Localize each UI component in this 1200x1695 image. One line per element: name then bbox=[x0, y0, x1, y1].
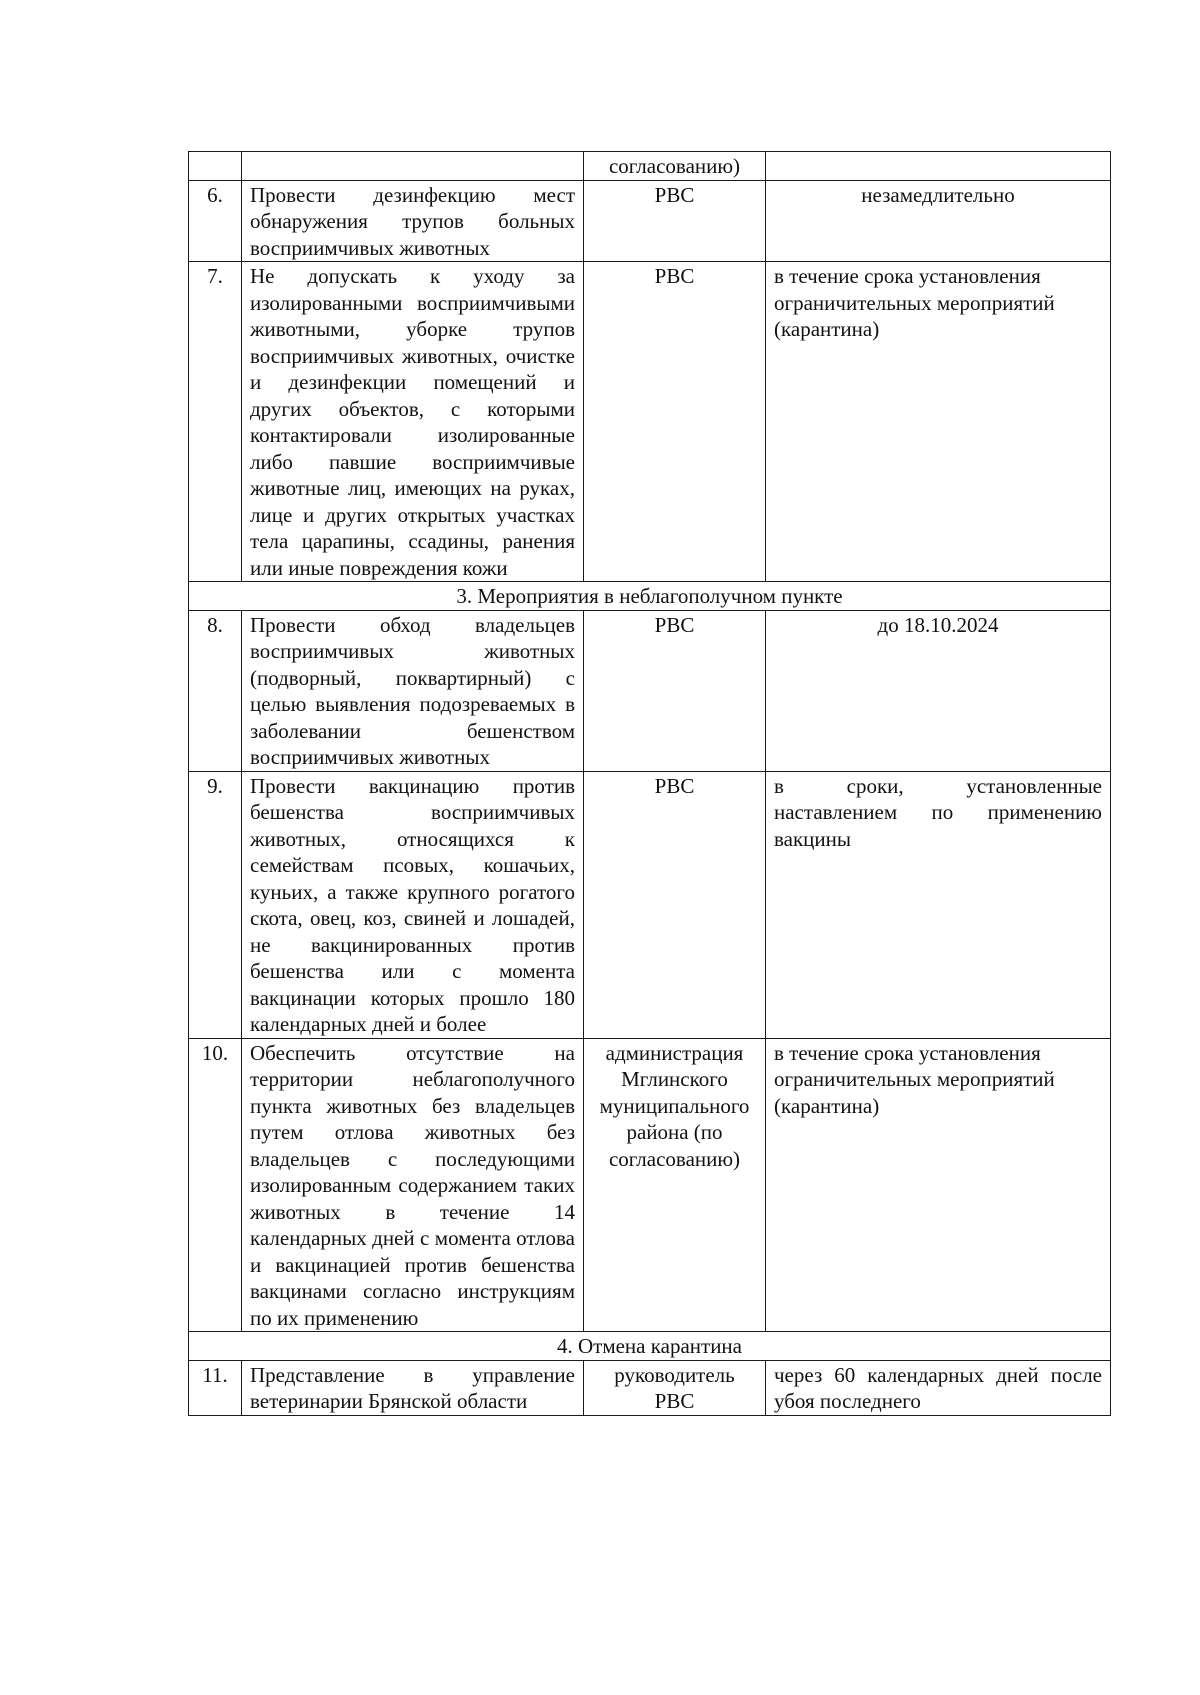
cell-term bbox=[766, 152, 1111, 181]
cell-number: 10. bbox=[189, 1038, 242, 1332]
cell-responsible: РВС bbox=[584, 180, 766, 262]
cell-term: в сроки, установленные наставлением по применению вакцины bbox=[766, 771, 1111, 1038]
table-row bbox=[189, 262, 1111, 582]
table-row bbox=[189, 771, 1111, 1038]
section-heading: 3. Мероприятия в неблагополучном пункте bbox=[189, 582, 1111, 611]
cell-task: Провести вакцинацию против бешенства восприимчивых животных, относящихся к семействам псовых, кошачьих, куньих, а также крупного рогатого скота, овец, коз, свиней и лошадей, не вакцинированных против бешенства или с момента вакцинации которых прошло 180 календарных дней и более bbox=[242, 771, 584, 1038]
cell-responsible: РВС bbox=[584, 771, 766, 1038]
cell-term: в течение срока установления ограничительных мероприятий (карантина) bbox=[766, 1038, 1111, 1332]
cell-term: до 18.10.2024 bbox=[766, 610, 1111, 771]
cell-task bbox=[242, 152, 584, 181]
cell-task: Обеспечить отсутствие на территории неблагополучного пункта животных без владельцев путем отлова животных без владельцев с последующими изолированным содержанием таких животных в течение 14 календарных дней с момента отлова и вакцинацией против бешенства вакцинами согласно инструкциям по их применению bbox=[242, 1038, 584, 1332]
cell-responsible: руководитель РВС bbox=[584, 1360, 766, 1415]
cell-task: Не допускать к уходу за изолированными восприимчивыми животными, уборке трупов восприимчивых животных, очистке и дезинфекции помещений и других объектов, с которыми контактировали изолированные либо павшие восприимчивые животные лиц, имеющих на руках, лице и других открытых участках тела царапины, ссадины, ранения или иные повреждения кожи bbox=[242, 262, 584, 582]
table-row bbox=[189, 610, 1111, 771]
table-row bbox=[189, 180, 1111, 262]
cell-term: незамедлительно bbox=[766, 180, 1111, 262]
cell-responsible: РВС bbox=[584, 610, 766, 771]
cell-responsible: РВС bbox=[584, 262, 766, 582]
cell-number: 6. bbox=[189, 180, 242, 262]
cell-term: через 60 календарных дней после убоя последнего bbox=[766, 1360, 1111, 1415]
section-heading: 4. Отмена карантина bbox=[189, 1332, 1111, 1361]
cell-responsible: администрация Мглинского муниципального района (по согласованию) bbox=[584, 1038, 766, 1332]
cell-number: 7. bbox=[189, 262, 242, 582]
cell-number: 11. bbox=[189, 1360, 242, 1415]
cell-task: Провести обход владельцев восприимчивых животных (подворный, поквартирный) с целью выявления подозреваемых в заболевании бешенством восприимчивых животных bbox=[242, 610, 584, 771]
table-row-continued bbox=[189, 152, 1111, 181]
measures-table bbox=[188, 151, 1111, 1416]
cell-number: 8. bbox=[189, 610, 242, 771]
table-row bbox=[189, 1360, 1111, 1415]
table-row bbox=[189, 1038, 1111, 1332]
cell-number: 9. bbox=[189, 771, 242, 1038]
cell-task: Представление в управление ветеринарии Брянской области bbox=[242, 1360, 584, 1415]
section-row bbox=[189, 1332, 1111, 1361]
cell-term: в течение срока установления ограничительных мероприятий (карантина) bbox=[766, 262, 1111, 582]
cell-task: Провести дезинфекцию мест обнаружения трупов больных восприимчивых животных bbox=[242, 180, 584, 262]
cell-number bbox=[189, 152, 242, 181]
section-row bbox=[189, 582, 1111, 611]
cell-responsible: согласованию) bbox=[584, 152, 766, 181]
